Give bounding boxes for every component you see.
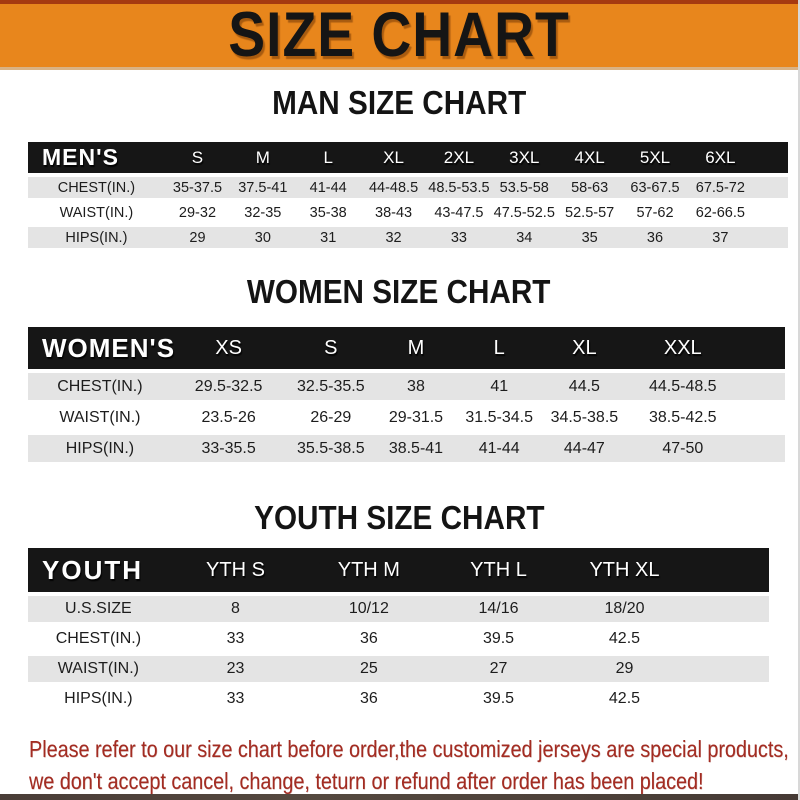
youth-table-header-row bbox=[28, 548, 769, 592]
table-row bbox=[28, 656, 769, 682]
size-value: 30 bbox=[230, 227, 295, 248]
size-value: 10/12 bbox=[302, 596, 435, 622]
size-value: 44.5 bbox=[543, 373, 626, 400]
row-filler bbox=[687, 596, 769, 622]
women-size-table bbox=[28, 323, 785, 466]
size-value: 38.5-41 bbox=[376, 435, 455, 462]
size-column-header: 3XL bbox=[492, 142, 557, 173]
row-filler bbox=[753, 177, 788, 198]
size-value: 42.5 bbox=[562, 686, 688, 712]
size-value: 29 bbox=[165, 227, 230, 248]
table-row bbox=[28, 626, 769, 652]
size-column-header: 5XL bbox=[622, 142, 687, 173]
size-column-header: 4XL bbox=[557, 142, 622, 173]
size-value: 41 bbox=[456, 373, 543, 400]
size-value: 29-32 bbox=[165, 202, 230, 223]
row-label: WAIST(IN.) bbox=[28, 656, 169, 682]
size-value: 35.5-38.5 bbox=[285, 435, 376, 462]
table-row bbox=[28, 202, 788, 223]
size-value: 67.5-72 bbox=[688, 177, 753, 198]
size-value: 23.5-26 bbox=[172, 404, 286, 431]
size-value: 47-50 bbox=[626, 435, 740, 462]
size-column-header: YTH M bbox=[302, 548, 435, 592]
size-value: 44-47 bbox=[543, 435, 626, 462]
size-value: 34 bbox=[492, 227, 557, 248]
size-value: 36 bbox=[302, 626, 435, 652]
size-value: 41-44 bbox=[296, 177, 361, 198]
size-value: 29.5-32.5 bbox=[172, 373, 286, 400]
size-value: 32 bbox=[361, 227, 426, 248]
size-column-header: 6XL bbox=[688, 142, 753, 173]
size-column-header: YTH XL bbox=[562, 548, 688, 592]
man-section-heading bbox=[0, 84, 798, 122]
size-value: 41-44 bbox=[456, 435, 543, 462]
size-value: 39.5 bbox=[436, 686, 562, 712]
size-value: 32.5-35.5 bbox=[285, 373, 376, 400]
size-value: 35-37.5 bbox=[165, 177, 230, 198]
size-value: 14/16 bbox=[436, 596, 562, 622]
youth-section-heading bbox=[0, 499, 798, 537]
size-column-header: YTH L bbox=[436, 548, 562, 592]
size-value: 35-38 bbox=[296, 202, 361, 223]
women-table-header-row bbox=[28, 327, 785, 369]
size-value: 48.5-53.5 bbox=[426, 177, 491, 198]
size-value: 8 bbox=[169, 596, 302, 622]
size-column-header: L bbox=[296, 142, 361, 173]
banner bbox=[0, 0, 798, 70]
women-section-heading bbox=[0, 273, 798, 311]
size-value: 33 bbox=[169, 686, 302, 712]
header-filler bbox=[753, 142, 788, 173]
row-label: HIPS(IN.) bbox=[28, 435, 172, 462]
size-value: 39.5 bbox=[436, 626, 562, 652]
size-value: 34.5-38.5 bbox=[543, 404, 626, 431]
size-value: 47.5-52.5 bbox=[492, 202, 557, 223]
size-value: 36 bbox=[622, 227, 687, 248]
row-filler bbox=[740, 435, 785, 462]
page-title: SIZE CHART bbox=[228, 0, 570, 71]
group-label: YOUTH bbox=[28, 548, 169, 592]
row-label: CHEST(IN.) bbox=[28, 177, 165, 198]
size-column-header: S bbox=[285, 327, 376, 369]
size-column-header: XS bbox=[172, 327, 286, 369]
size-value: 38 bbox=[376, 373, 455, 400]
size-value: 23 bbox=[169, 656, 302, 682]
size-value: 31 bbox=[296, 227, 361, 248]
size-value: 43-47.5 bbox=[426, 202, 491, 223]
size-value: 44.5-48.5 bbox=[626, 373, 740, 400]
size-value: 36 bbox=[302, 686, 435, 712]
youth-heading-text: YOUTH SIZE CHART bbox=[253, 499, 545, 536]
footer-note bbox=[29, 733, 798, 797]
size-value: 32-35 bbox=[230, 202, 295, 223]
header-filler bbox=[740, 327, 785, 369]
footer-line-1: Please refer to our size chart before order,the customized jerseys are special products, bbox=[29, 736, 789, 762]
size-value: 52.5-57 bbox=[557, 202, 622, 223]
row-label: WAIST(IN.) bbox=[28, 404, 172, 431]
size-value: 18/20 bbox=[562, 596, 688, 622]
row-filler bbox=[753, 202, 788, 223]
size-value: 63-67.5 bbox=[622, 177, 687, 198]
row-filler bbox=[740, 373, 785, 400]
table-row bbox=[28, 596, 769, 622]
size-value: 25 bbox=[302, 656, 435, 682]
size-value: 37.5-41 bbox=[230, 177, 295, 198]
size-column-header: 2XL bbox=[426, 142, 491, 173]
size-value: 57-62 bbox=[622, 202, 687, 223]
size-value: 26-29 bbox=[285, 404, 376, 431]
table-row bbox=[28, 404, 785, 431]
size-value: 37 bbox=[688, 227, 753, 248]
size-column-header: M bbox=[376, 327, 455, 369]
table-row bbox=[28, 177, 788, 198]
size-value: 53.5-58 bbox=[492, 177, 557, 198]
size-value: 31.5-34.5 bbox=[456, 404, 543, 431]
size-value: 38-43 bbox=[361, 202, 426, 223]
group-label: MEN'S bbox=[28, 142, 165, 173]
size-value: 62-66.5 bbox=[688, 202, 753, 223]
size-value: 29 bbox=[562, 656, 688, 682]
row-filler bbox=[753, 227, 788, 248]
row-filler bbox=[687, 686, 769, 712]
table-row bbox=[28, 227, 788, 248]
size-value: 33 bbox=[169, 626, 302, 652]
women-heading-text: WOMEN SIZE CHART bbox=[247, 273, 551, 310]
size-value: 38.5-42.5 bbox=[626, 404, 740, 431]
size-value: 58-63 bbox=[557, 177, 622, 198]
row-label: WAIST(IN.) bbox=[28, 202, 165, 223]
bottom-edge-strip bbox=[0, 794, 798, 800]
size-column-header: L bbox=[456, 327, 543, 369]
size-column-header: XL bbox=[543, 327, 626, 369]
table-row bbox=[28, 435, 785, 462]
table-row bbox=[28, 686, 769, 712]
size-value: 33-35.5 bbox=[172, 435, 286, 462]
size-value: 35 bbox=[557, 227, 622, 248]
size-value: 27 bbox=[436, 656, 562, 682]
row-label: HIPS(IN.) bbox=[28, 227, 165, 248]
size-value: 33 bbox=[426, 227, 491, 248]
man-heading-text: MAN SIZE CHART bbox=[271, 84, 527, 121]
size-column-header: S bbox=[165, 142, 230, 173]
size-value: 42.5 bbox=[562, 626, 688, 652]
size-value: 44-48.5 bbox=[361, 177, 426, 198]
row-label: CHEST(IN.) bbox=[28, 373, 172, 400]
men-table-header-row bbox=[28, 142, 788, 173]
size-column-header: YTH S bbox=[169, 548, 302, 592]
table-row bbox=[28, 373, 785, 400]
row-filler bbox=[687, 626, 769, 652]
size-column-header: M bbox=[230, 142, 295, 173]
footer-line-2: we don't accept cancel, change, teturn or refund after order has been placed! bbox=[29, 768, 704, 794]
size-value: 29-31.5 bbox=[376, 404, 455, 431]
men-size-table bbox=[28, 138, 788, 252]
size-column-header: XXL bbox=[626, 327, 740, 369]
row-label: CHEST(IN.) bbox=[28, 626, 169, 652]
youth-size-table bbox=[28, 544, 769, 716]
row-filler bbox=[740, 404, 785, 431]
header-filler bbox=[687, 548, 769, 592]
row-label: HIPS(IN.) bbox=[28, 686, 169, 712]
row-label: U.S.SIZE bbox=[28, 596, 169, 622]
size-column-header: XL bbox=[361, 142, 426, 173]
group-label: WOMEN'S bbox=[28, 327, 172, 369]
row-filler bbox=[687, 656, 769, 682]
